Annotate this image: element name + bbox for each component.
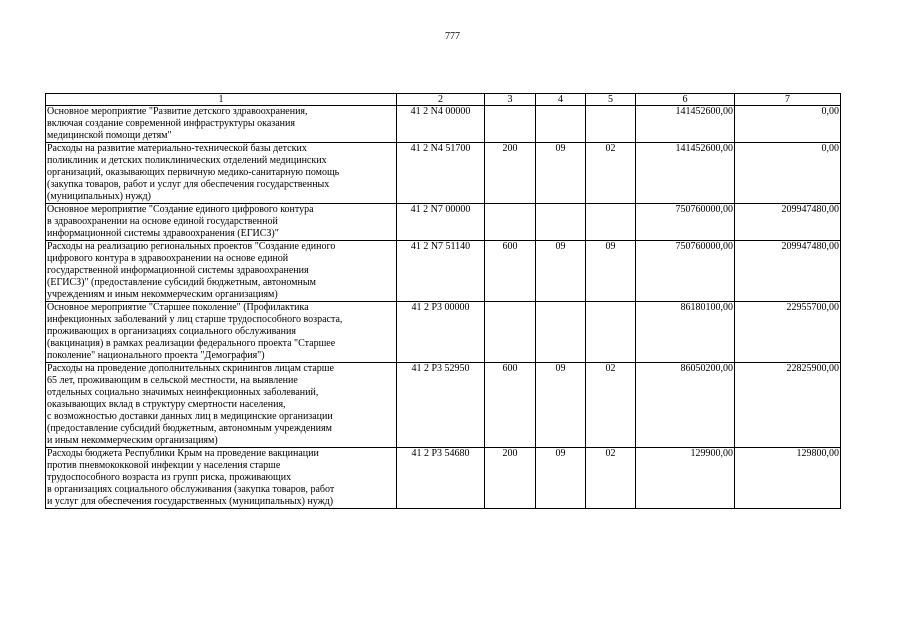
row-subsection bbox=[586, 302, 636, 363]
row-name: Расходы бюджета Республики Крым на проведение вакцинации против пневмококковой инфекции у населения старше трудоспособного возраста из групп риска, проживающих в организациях социального обслуживания (закупка товаров, работ и услуг для обеспечения государственных (муниципальных) нужд) bbox=[46, 448, 397, 509]
row-subsection bbox=[586, 204, 636, 241]
row-expense-type: 600 bbox=[485, 363, 536, 448]
row-amount-2: 0,00 bbox=[735, 143, 841, 204]
row-expense-type: 200 bbox=[485, 448, 536, 509]
budget-table bbox=[45, 93, 841, 509]
row-amount-2: 22955700,00 bbox=[735, 302, 841, 363]
table-body bbox=[46, 106, 841, 509]
table-row bbox=[46, 241, 841, 302]
row-amount-2: 209947480,00 bbox=[735, 241, 841, 302]
table-header bbox=[46, 94, 841, 106]
row-name: Основное мероприятие "Старшее поколение" (Профилактика инфекционных заболеваний у лиц старше трудоспособного возраста, проживающих в организациях социального обслуживания (вакцинация) в рамках реализации федерального проекта "Старшее поколение" национального проекта "Демография") bbox=[46, 302, 397, 363]
header-col-5: 5 bbox=[586, 94, 636, 106]
header-col-4: 4 bbox=[536, 94, 586, 106]
row-amount-2: 209947480,00 bbox=[735, 204, 841, 241]
row-expense-type: 200 bbox=[485, 143, 536, 204]
row-section bbox=[536, 302, 586, 363]
row-expense-type bbox=[485, 106, 536, 143]
header-row bbox=[46, 94, 841, 106]
page-number: 777 bbox=[445, 31, 460, 42]
row-amount-1: 750760000,00 bbox=[636, 241, 735, 302]
row-amount-1: 86050200,00 bbox=[636, 363, 735, 448]
table-row bbox=[46, 204, 841, 241]
row-code: 41 2 N7 00000 bbox=[397, 204, 485, 241]
table-row bbox=[46, 143, 841, 204]
row-section: 09 bbox=[536, 448, 586, 509]
row-amount-2: 0,00 bbox=[735, 106, 841, 143]
table-row bbox=[46, 302, 841, 363]
header-col-7: 7 bbox=[735, 94, 841, 106]
row-section: 09 bbox=[536, 241, 586, 302]
row-section bbox=[536, 106, 586, 143]
table-row bbox=[46, 106, 841, 143]
header-col-2: 2 bbox=[397, 94, 485, 106]
row-subsection: 02 bbox=[586, 143, 636, 204]
row-subsection: 02 bbox=[586, 448, 636, 509]
row-name: Расходы на проведение дополнительных скринингов лицам старше 65 лет, проживающим в сельской местности, на выявление отдельных социально значимых неинфекционных заболеваний, оказывающих вклад в структуру смертности населения, с возможностью доставки данных лиц в медицинские организации (предоставление субсидий бюджетным, автономным учреждениям и иным некоммерческим организациям) bbox=[46, 363, 397, 448]
row-name: Основное мероприятие "Создание единого цифрового контура в здравоохранении на основе единой государственной информационной системы здравоохранения (ЕГИСЗ)" bbox=[46, 204, 397, 241]
row-code: 41 2 P3 52950 bbox=[397, 363, 485, 448]
row-code: 41 2 N7 51140 bbox=[397, 241, 485, 302]
row-section: 09 bbox=[536, 143, 586, 204]
row-code: 41 2 P3 54680 bbox=[397, 448, 485, 509]
row-code: 41 2 N4 00000 bbox=[397, 106, 485, 143]
table-row bbox=[46, 363, 841, 448]
table-row bbox=[46, 448, 841, 509]
header-col-6: 6 bbox=[636, 94, 735, 106]
row-amount-1: 86180100,00 bbox=[636, 302, 735, 363]
row-amount-2: 129800,00 bbox=[735, 448, 841, 509]
row-subsection: 02 bbox=[586, 363, 636, 448]
row-subsection: 09 bbox=[586, 241, 636, 302]
row-expense-type bbox=[485, 204, 536, 241]
row-subsection bbox=[586, 106, 636, 143]
row-section: 09 bbox=[536, 363, 586, 448]
header-col-1: 1 bbox=[46, 94, 397, 106]
row-name: Расходы на реализацию региональных проектов "Создание единого цифрового контура в здравоохранении на основе единой государственной информационной системы здравоохранения (ЕГИСЗ)" (предоставление субсидий бюджетным, автономным учреждениям и иным некоммерческим организациям) bbox=[46, 241, 397, 302]
header-col-3: 3 bbox=[485, 94, 536, 106]
row-name: Основное мероприятие "Развитие детского здравоохранения, включая создание современной инфраструктуры оказания медицинской помощи детям" bbox=[46, 106, 397, 143]
row-amount-1: 141452600,00 bbox=[636, 143, 735, 204]
row-code: 41 2 P3 00000 bbox=[397, 302, 485, 363]
row-amount-1: 129900,00 bbox=[636, 448, 735, 509]
row-code: 41 2 N4 51700 bbox=[397, 143, 485, 204]
row-amount-1: 141452600,00 bbox=[636, 106, 735, 143]
row-expense-type: 600 bbox=[485, 241, 536, 302]
row-amount-2: 22825900,00 bbox=[735, 363, 841, 448]
row-name: Расходы на развитие материально-технической базы детских поликлиник и детских поликлинических отделений медицинских организаций, оказывающих первичную медико-санитарную помощь (закупка товаров, работ и услуг для обеспечения государственных (муниципальных) нужд) bbox=[46, 143, 397, 204]
row-expense-type bbox=[485, 302, 536, 363]
row-amount-1: 750760000,00 bbox=[636, 204, 735, 241]
row-section bbox=[536, 204, 586, 241]
